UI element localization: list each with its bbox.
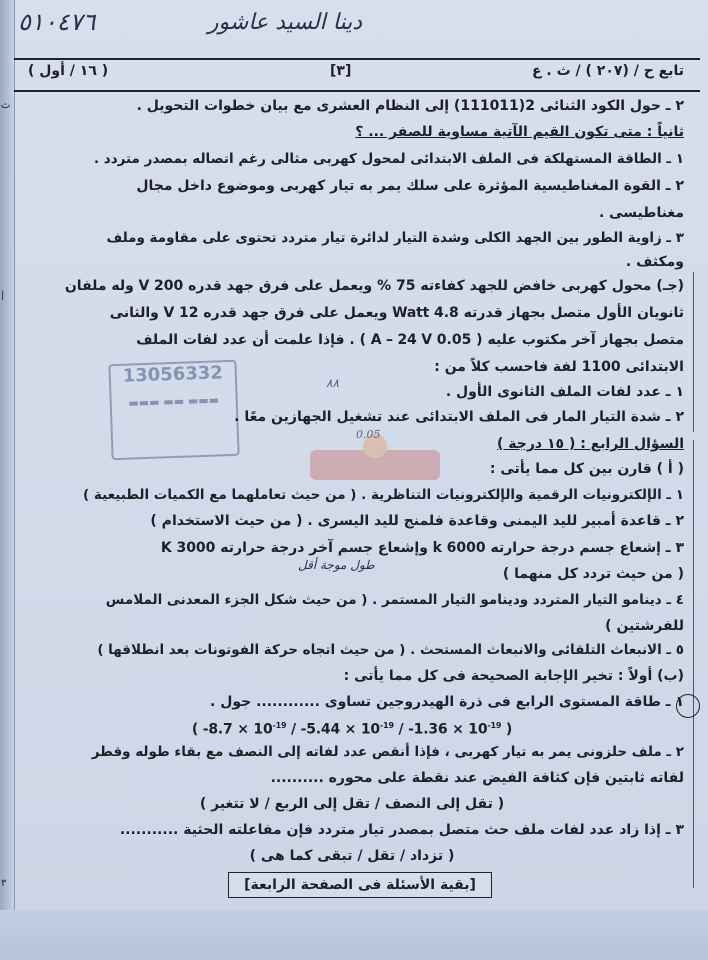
- compare-item: للفرشتين ): [605, 618, 684, 634]
- exam-code: تابع ح / (٢٠٧ ) / ث . ع: [531, 63, 684, 79]
- question-line: ٢ ـ القوة المغناطيسية المؤثرة على سلك يمر به تيار كهربى وموضوع داخل مجال: [136, 178, 684, 194]
- continue-note: [بقية الأسئلة فى الصفحة الرابعة]: [228, 872, 492, 898]
- compare-item: ٤ ـ دينامو التيار المتردد ودينامو التيار المستمر . ( من حيث شكل الجزء المعدنى الملامس: [105, 592, 684, 608]
- problem-line: ثانويان الأول متصل بجهاز قدرته 4.8 Watt ويعمل على فرق جهد قدره 12 V والثانى: [109, 305, 684, 321]
- problem-line: ١ ـ عدد لفات الملف الثانوى الأول .: [445, 384, 684, 400]
- page-number: [٣]: [330, 63, 352, 79]
- stamp-lines: ▬▬▬ ▬▬ ▬▬▬: [128, 393, 220, 410]
- question-heading: ثانياً : متى تكون القيم الآتية مساوية للصفر ... ؟: [355, 124, 684, 140]
- mcq-item: ١ ـ طاقة المستوى الرابع فى ذرة الهيدروجين تساوى ............ جول .: [210, 694, 684, 710]
- problem-line: متصل بجهاز آخر مكتوب عليه ( 0.05 A – 24 V ) . فإذا علمت أن عدد لفات الملف: [136, 332, 684, 348]
- mcq-options: ( تزداد / تقل / تبقى كما هى ): [249, 848, 455, 864]
- section-divider: [693, 440, 694, 888]
- handwritten-hint: طول موجة أقل: [298, 558, 375, 572]
- student-number: ٥١٠٤٧٦: [18, 8, 96, 36]
- question-line: مغناطيسى .: [598, 205, 684, 221]
- question-line: ٢ ـ حول الكود الثنائى 2(111011) إلى النظام العشرى مع بيان خطوات التحويل .: [136, 98, 684, 114]
- edge-mark: ث: [1, 100, 11, 111]
- question-heading: ( أ ) قارن بين كل مما يأتى :: [489, 461, 684, 477]
- question-line: ومكثف .: [625, 254, 684, 270]
- edge-mark: ٣: [1, 878, 7, 889]
- exam-section: ( ١٦ / أول ): [28, 63, 109, 79]
- exam-header: [14, 58, 700, 92]
- compare-item: ٢ ـ قاعدة أمبير لليد اليمنى وقاعدة فلمنج لليد اليسرى . ( من حيث الاستخدام ): [150, 513, 684, 529]
- question-line: ١ ـ الطاقة المستهلكة فى الملف الابتدائى لمحول كهربى مثالى رغم اتصاله بمصدر متردد .: [93, 151, 684, 167]
- score-note: 0.05: [356, 428, 381, 441]
- problem-line: الابتدائى 1100 لفة فاحسب كلاً من :: [434, 359, 684, 375]
- mcq-item: لفاته ثابتين فإن كثافة الفيض عند نقطة على محوره ..........: [270, 770, 684, 786]
- compare-item: ( من حيث تردد كل منهما ): [502, 566, 684, 582]
- question-heading: (ب) أولاً : تخير الإجابة الصحيحة فى كل مما يأتى :: [343, 668, 684, 684]
- problem-line: ٢ ـ شدة التيار المار فى الملف الابتدائى عند تشغيل الجهازين معًا .: [234, 409, 684, 425]
- question-line: ٣ ـ زاوية الطور بين الجهد الكلى وشدة التيار لدائرة تيار متردد تحتوى على مقاومة وملف: [106, 230, 684, 246]
- mcq-options: ( $-8.7 \times 10^{-19} / -5.44 \times 10^{-19} / -1.36 \times 10^{-19}$ ): [191, 721, 513, 738]
- scan-edge: [0, 0, 15, 960]
- margin-note: ٨٨: [326, 376, 339, 390]
- compare-item: ٥ ـ الانبعاث التلقائى والانبعاث المستحث . ( من حيث اتجاه حركة الفوتونات بعد انطلاقها ): [97, 642, 684, 658]
- student-name: دينا السيد عاشور: [207, 10, 363, 35]
- question-four-title: السؤال الرابع : ( ١٥ درجة ): [497, 436, 684, 452]
- compare-item: ٣ ـ إشعاع جسم درجة حرارته 6000 k وإشعاع جسم آخر درجة حرارته 3000 K: [160, 540, 684, 556]
- section-divider: [693, 272, 694, 432]
- stamp-number: 13056332: [122, 362, 224, 387]
- compare-item: ١ ـ الإلكترونيات الرقمية والإلكترونيات التناظرية . ( من حيث تعاملهما مع الكميات الطبيعية ): [83, 487, 684, 503]
- page-bottom: [0, 910, 708, 960]
- mcq-item: ٢ ـ ملف حلزونى يمر به تيار كهربى ، فإذا أنقص عدد لفاته إلى النصف مع بقاء طوله وقطر: [91, 744, 684, 760]
- mcq-item: ٣ ـ إذا زاد عدد لفات ملف حث متصل بمصدر تيار متردد فإن مفاعلته الحثية ...........: [119, 822, 684, 838]
- problem-line: (جـ) محول كهربى خافض للجهد كفاءته 75 % ويعمل على فرق جهد قدره 200 V وله ملفان: [64, 278, 684, 294]
- mcq-options: ( تقل إلى النصف / تقل إلى الربع / لا تتغير ): [199, 796, 505, 812]
- edge-mark: |: [1, 290, 5, 301]
